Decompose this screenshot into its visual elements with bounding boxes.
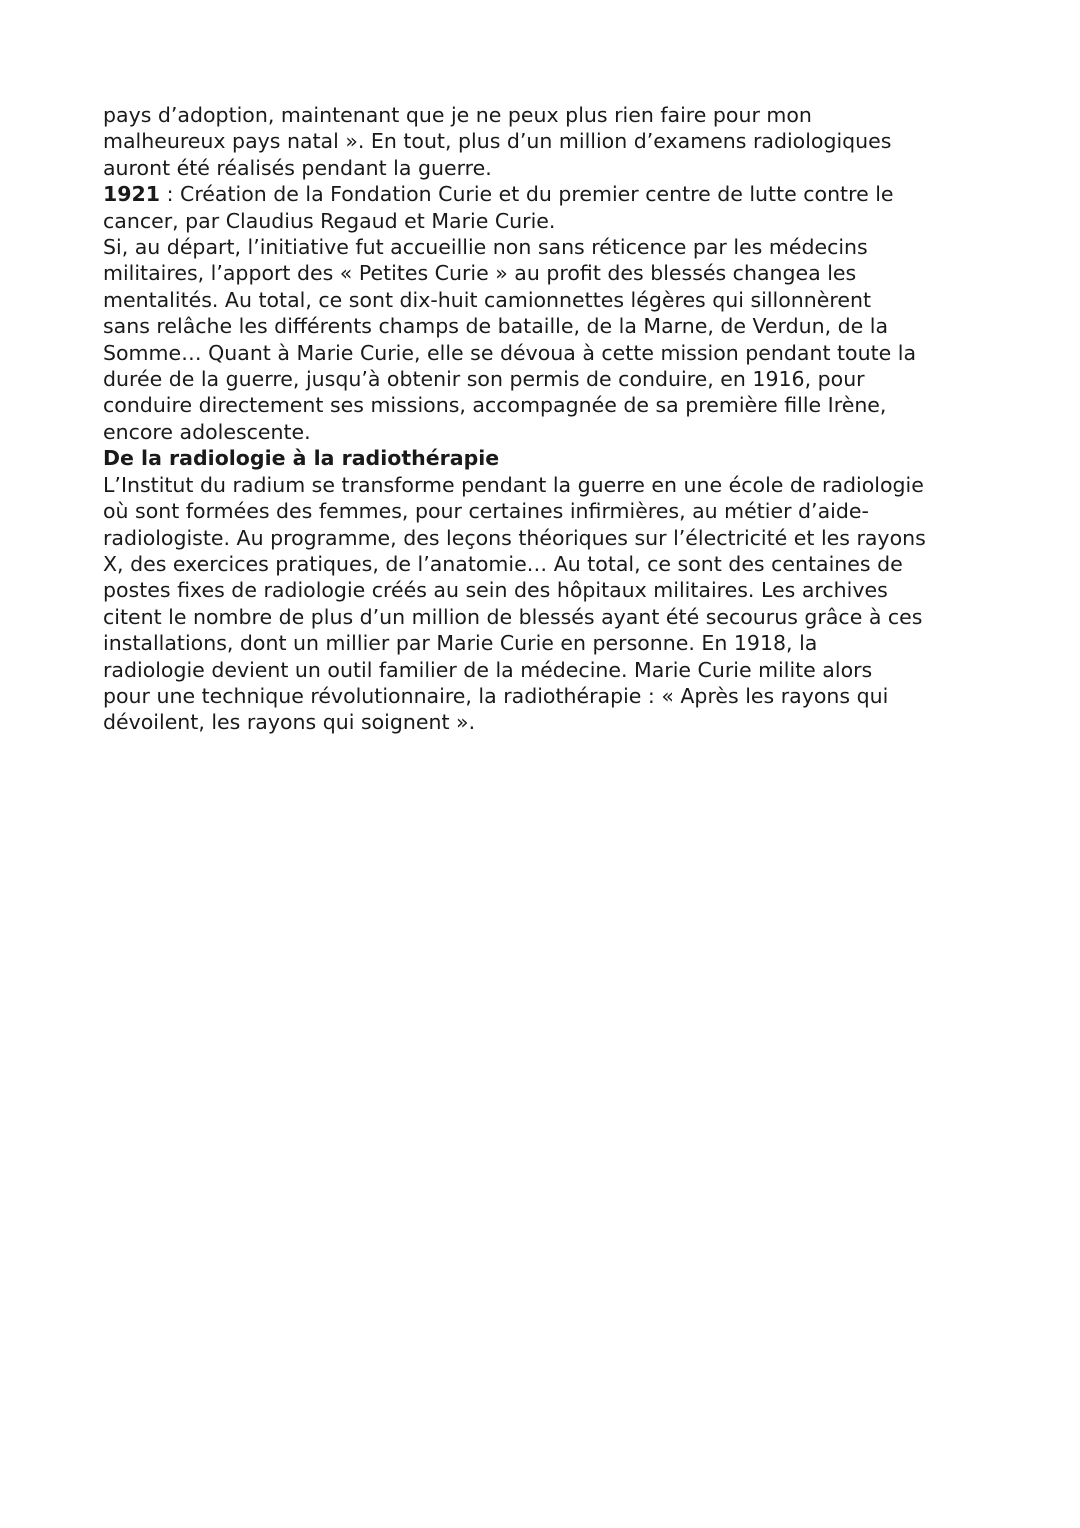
timeline-text: : Création de la Fondation Curie et du premier centre de lutte contre le cancer, par Claudius Regaud et Marie Curie. [103,182,894,233]
petites-curie-paragraph: Si, au départ, l’initiative fut accueillie non sans réticence par les médecins militaires, l’apport des « Petites Curie » au profit des blessés changea les mentalités. Au total, ce sont dix-huit camionnettes légères qui sillonnèrent sans relâche les différents champs de bataille, de la Marne, de Verdun, de la Somme… Quant à Marie Curie, elle se dévoua à cette mission pendant toute la durée de la guerre, jusqu’à obtenir son permis de conduire, en 1916, pour conduire directement ses missions, accompagnée de sa première fille Irène, encore adolescente. [103,235,917,444]
continuation-paragraph: pays d’adoption, maintenant que je ne peux plus rien faire pour mon malheureux pays natal ». En tout, plus d’un million d’examens radiologiques auront été réalisés pendant la guerre. [103,103,892,180]
timeline-entry-1921 [103,181,983,234]
institut-paragraph: L’Institut du radium se transforme pendant la guerre en une école de radiologie où sont formées des femmes, pour certaines infirmières, au métier d’aide- radiologiste. Au programme, des leçons théoriques sur l’électricité et les rayons X, des exercices pratiques, de l’anatomie… Au total, ce sont des centaines de postes fixes de radiologie créés au sein des hôpitaux militaires. Les archives citent le nombre de plus d’un million de blessés ayant été secourus grâce à ces installations, dont un millier par Marie Curie en personne. En 1918, la radiologie devient un outil familier de la médecine. Marie Curie milite alors pour une technique révolutionnaire, la radiothérapie : « Après les rayons qui dévoilent, les rayons qui soignent ». [103,472,926,735]
document-page [103,102,983,736]
timeline-year: 1921 [103,182,161,207]
section-heading: De la radiologie à la radiothérapie [103,446,500,471]
